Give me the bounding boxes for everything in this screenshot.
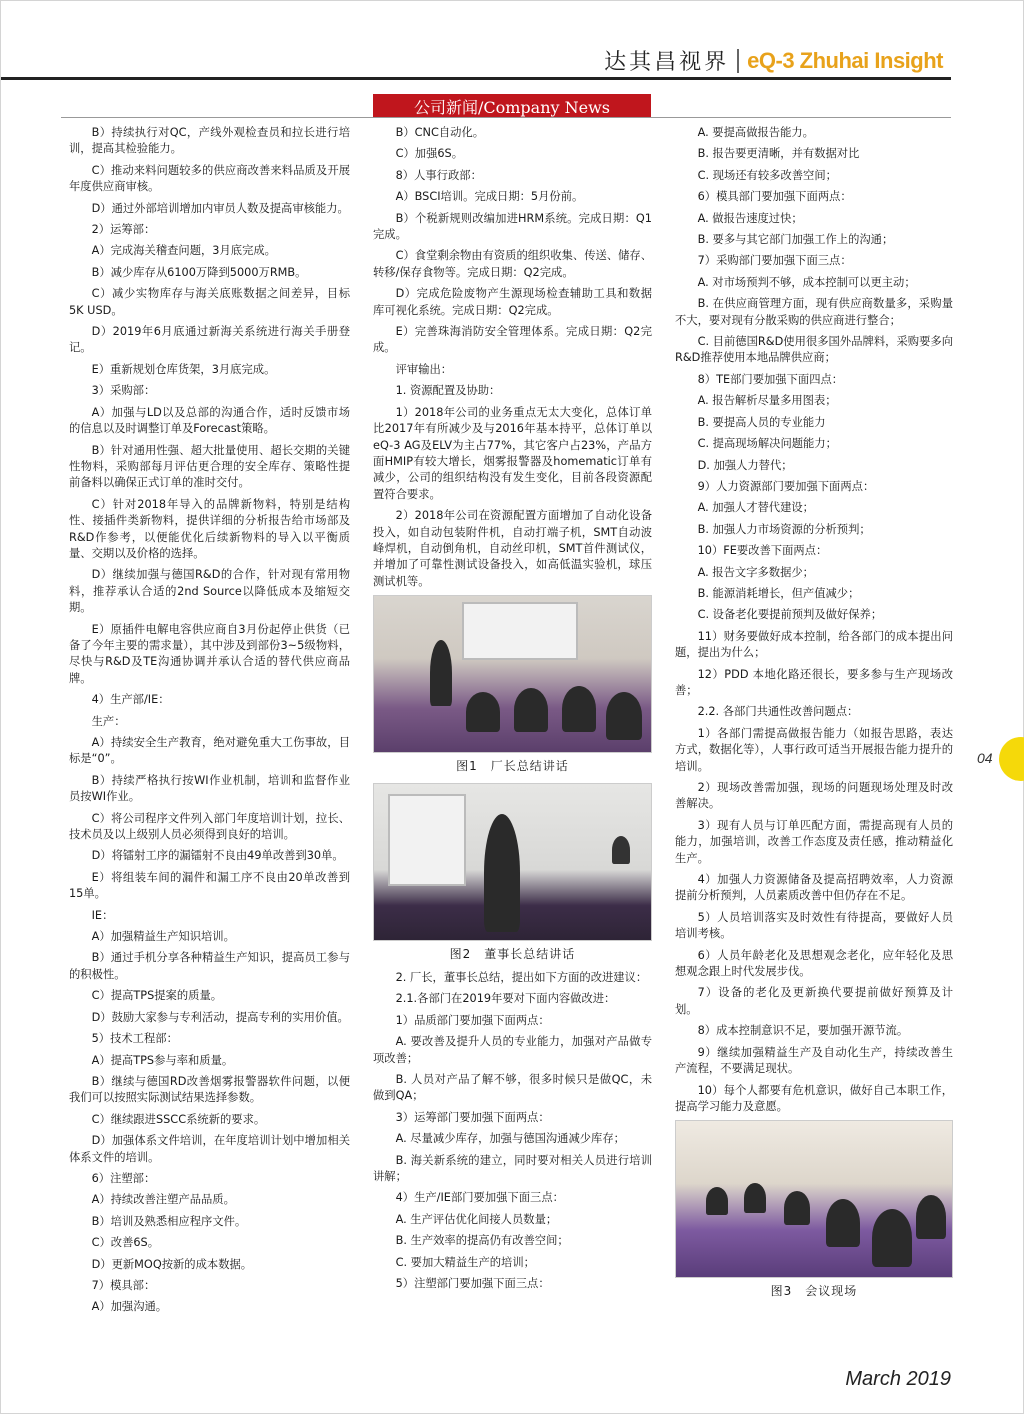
figure-2-caption: 图2 董事长总结讲话 — [449, 946, 576, 961]
audience-figure — [562, 686, 596, 732]
masthead-divider — [737, 49, 739, 73]
paragraph: C）继续跟进SSCC系统新的要求。 — [91, 1112, 266, 1126]
paragraph: 7）采购部门要加强下面三点： — [697, 254, 852, 268]
paragraph: 1）2018年公司的业务重点无太大变化，总体订单比2017年有所减少及与2016年基本持平，总体订单以eQ-3 AG及ELV为主占77%，其它客户占23%，产品方面HMIP有较大增长，烟雾报警器及homematic订单有减少，公司的组织结构没有发生变化，目前各段资源配置符合要求。 — [373, 405, 652, 501]
paragraph: A. 报告文字多数据少； — [697, 565, 814, 579]
paragraph: D）2019年6月底通过新海关系统进行海关手册登记。 — [69, 325, 350, 355]
paragraph: A. 对市场预判不够，成本控制可以更主动； — [697, 275, 916, 289]
masthead-title-en: eQ-3 Zhuhai Insight — [747, 47, 943, 73]
paragraph: B. 海关新系统的建立，同时要对相关人员进行培训讲解； — [373, 1153, 652, 1184]
paragraph: A）提高TPS参与率和质量。 — [91, 1053, 234, 1067]
paragraph: 7）设备的老化及更新换代要提前做好预算及计划。 — [675, 986, 953, 1016]
paragraph: D）更新MOQ按新的成本数据。 — [91, 1257, 253, 1271]
attendee-figure — [784, 1191, 810, 1225]
page-tab-marker — [999, 737, 1024, 781]
attendee-figure — [744, 1183, 766, 1213]
banner-stand — [388, 794, 466, 886]
paragraph: E）完善珠海消防安全管理体系。完成日期：Q2完成。 — [373, 325, 652, 355]
paragraph: 评审输出： — [395, 362, 453, 376]
column-1-text — [69, 125, 350, 1316]
paragraph: C）食堂剩余物由有资质的组织收集、传送、储存、转移/保存食物等。完成日期：Q2完成。 — [373, 249, 653, 279]
photo-factory-director-speech — [373, 595, 652, 753]
paragraph: 4）生产部/IE： — [91, 693, 170, 707]
paragraph: A. 做报告速度过快； — [697, 211, 803, 225]
paragraph: A. 要提高做报告能力。 — [697, 126, 814, 139]
paragraph: 4）加强人力资源储备及提高招聘效率，人力资源提前分析预判，人员素质改善中但仍存在不足。 — [675, 873, 953, 903]
paragraph: 12）PDD 本地化路还很长，要多参与生产现场改善； — [675, 667, 953, 697]
paragraph: B. 要多与其它部门加强工作上的沟通； — [697, 233, 894, 247]
paragraph: C）改善6S。 — [91, 1236, 160, 1250]
photo-meeting-venue — [675, 1120, 953, 1278]
paragraph: A. 要改善及提升人员的专业能力，加强对产品做专项改善； — [373, 1035, 652, 1065]
paragraph: C）提高TPS提案的质量。 — [91, 989, 223, 1003]
speaker-figure — [430, 640, 452, 706]
column-1 — [69, 125, 350, 1321]
column-2-text-bottom — [373, 970, 652, 1293]
paragraph: B. 生产效率的提高仍有改善空间； — [395, 1234, 569, 1248]
paragraph: 生产： — [91, 714, 126, 728]
paragraph: 2.2. 各部门共通性改善问题点： — [697, 705, 859, 719]
paragraph: 3）现有人员与订单匹配方面，需提高现有人员的能力，加强培训，改善工作态度及责任感，推动精益化生产。 — [675, 818, 953, 865]
paragraph: 9）人力资源部门要加强下面两点： — [697, 479, 875, 493]
paragraph: B）通过手机分享各种精益生产知识，提高员工参与的积极性。 — [69, 951, 350, 981]
attendee-figure — [826, 1199, 860, 1247]
paragraph: D）继续加强与德国R&D的合作，针对现有常用物料，推荐承认合适的2nd Source以降低成本及缩短交期。 — [69, 568, 350, 615]
paragraph: C）针对2018年导入的品牌新物料，特别是结构性、接插件类新物料，提供详细的分析报告给市场部及R&D作参考，以便能优化后续新物料的导入以平衡质量、交期以及价格的选择。 — [69, 497, 350, 560]
paragraph: 9）继续加强精益生产及自动化生产，持续改善生产流程，不要满足现状。 — [675, 1045, 953, 1076]
section-label: 公司新闻/Company News — [413, 97, 611, 117]
paragraph: A. 加强人才替代建设； — [697, 501, 814, 515]
paragraph: C）加强6S。 — [395, 147, 464, 161]
masthead — [604, 45, 943, 76]
paragraph: B）继续与德国RD改善烟雾报警器软件问题，以便我们可以按照实际测试结果选择参数。 — [69, 1074, 350, 1105]
paragraph: 2）运筹部： — [91, 223, 156, 237]
photo-chairman-speech — [373, 783, 652, 941]
paragraph: D）加强体系文件培训，在年度培训计划中增加相关体系文件的培训。 — [69, 1134, 350, 1164]
paragraph: A. 尽量减少库存，加强与德国沟通减少库存； — [395, 1132, 625, 1146]
paragraph: B. 要提高人员的专业能力 — [697, 415, 826, 429]
paragraph: D）完成危险废物产生源现场检查辅助工具和数据库可视化系统。完成日期：Q2完成。 — [373, 287, 652, 317]
paragraph: 8）成本控制意识不足，要加强开源节流。 — [697, 1024, 909, 1038]
paragraph: 10）每个人都要有危机意识，做好自己本职工作，提高学习能力及意愿。 — [675, 1083, 953, 1113]
paragraph: B）减少库存从6100万降到5000万RMB。 — [91, 265, 307, 279]
paragraph: A）持续安全生产教育，绝对避免重大工伤事故，目标是“0”。 — [69, 736, 350, 766]
paragraph: 6）模具部门要加强下面两点： — [697, 190, 852, 204]
paragraph: 2.1.各部门在2019年要对下面内容做改进： — [395, 992, 616, 1006]
paragraph: 7）模具部： — [91, 1278, 156, 1292]
paragraph: A）持续改善注塑产品品质。 — [91, 1193, 235, 1207]
speaker-figure — [484, 814, 520, 932]
paragraph: 6）人员年龄老化及思想观念老化，应年轻化及思想观念跟上时代发展步伐。 — [675, 948, 953, 979]
paragraph: A）BSCI培训。完成日期：5月份前。 — [395, 190, 584, 204]
attendee-figure — [916, 1195, 946, 1239]
paragraph: 5）人员培训落实及时效性有待提高，要做好人员培训考核。 — [675, 910, 953, 941]
paragraph: B. 报告要更清晰，并有数据对比 — [697, 147, 860, 161]
paragraph: 5）注塑部门要加强下面三点： — [395, 1277, 550, 1291]
paragraph: 8）TE部门要加强下面四点： — [697, 372, 844, 386]
paragraph: 10）FE要改善下面两点： — [697, 544, 828, 558]
paragraph: C. 要加大精益生产的培训； — [395, 1255, 535, 1269]
paragraph: B）持续执行对QC，产线外观检查员和拉长进行培训，提高其检验能力。 — [69, 126, 350, 156]
paragraph: A）完成海关稽查问题，3月底完成。 — [91, 244, 276, 258]
paragraph: B. 人员对产品了解不够，很多时候只是做QC，未做到QA； — [373, 1073, 652, 1103]
paragraph: 3）采购部： — [91, 384, 156, 398]
paragraph: A）加强精益生产知识培训。 — [91, 930, 235, 944]
projection-screen — [462, 602, 578, 660]
paragraph: A）加强与LD以及总部的沟通合作，适时反馈市场的信息以及时调整订单及Forecast策略。 — [69, 405, 350, 436]
figure-1-caption: 图1 厂长总结讲话 — [456, 759, 569, 774]
section-rule — [61, 117, 951, 118]
attendee-figure — [872, 1209, 912, 1267]
paragraph: B）个税新规则改编加进HRM系统。完成日期：Q1完成。 — [373, 211, 652, 242]
paragraph: IE： — [91, 908, 114, 922]
paragraph: A. 生产评估优化间接人员数量； — [395, 1212, 558, 1226]
paragraph: 5）技术工程部： — [91, 1032, 178, 1046]
paragraph: 1）品质部门要加强下面两点： — [395, 1013, 550, 1027]
paragraph: C. 提高现场解决问题能力； — [697, 437, 837, 451]
paragraph: B）培训及熟悉相应程序文件。 — [91, 1214, 247, 1228]
paragraph: D. 加强人力替代； — [697, 458, 793, 472]
paragraph: E）原插件电解电容供应商自3月份起停止供货（已备了今年主要的需求量），其中涉及到部份3~5级物料，尽快与R&D及TE沟通协调并承认合适的替代供应商品牌。 — [69, 622, 350, 685]
paragraph: 3）运筹部门要加强下面两点： — [395, 1110, 550, 1124]
column-3-text — [675, 125, 953, 1115]
paragraph: B）持续严格执行按WI作业机制，培训和监督作业员按WI作业。 — [69, 773, 350, 804]
paragraph: A. 报告解析尽量多用图表； — [697, 394, 837, 408]
speaker-box — [612, 836, 630, 864]
paragraph: C. 现场还有较多改善空间； — [697, 168, 837, 182]
column-2 — [373, 125, 652, 1297]
paragraph: 2）2018年公司在资源配置方面增加了自动化设备投入，如自动包装附件机，自动打端子机，SMT自动波峰焊机，自动倒角机，自动丝印机，SMT首件测试仪，并增加了可靠性测试设备投入，如高低温实验机，球压测试机等。 — [373, 509, 652, 588]
paragraph: B）针对通用性强、超大批量使用、超长交期的关键性物料，采购部每月评估更合理的安全库存、策略性提前备料以确保正式订单的准时交付。 — [69, 443, 350, 490]
paragraph: 6）注塑部： — [91, 1171, 156, 1185]
header-rule — [1, 77, 951, 80]
paragraph: C）推动来料问题较多的供应商改善来料品质及开展年度供应商审核。 — [69, 163, 350, 194]
figure-3-caption: 图3 会议现场 — [770, 1284, 858, 1299]
column-3 — [675, 125, 953, 1308]
paragraph: 11）财务要做好成本控制，给各部门的成本提出问题，提出为什么； — [675, 629, 953, 660]
paragraph: 2）现场改善需加强，现场的问题现场处理及时改善解决。 — [675, 781, 953, 811]
paragraph: C. 设备老化要提前预判及做好保养； — [697, 608, 883, 622]
paragraph: D）鼓励大家参与专利活动，提高专利的实用价值。 — [91, 1010, 349, 1024]
issue-date: March 2019 — [845, 1368, 951, 1390]
paragraph: E）重新规划仓库货架，3月底完成。 — [91, 362, 276, 376]
paragraph: 4）生产/IE部门要加强下面三点： — [395, 1191, 564, 1205]
paragraph: B. 能源消耗增长，但产值减少； — [697, 586, 860, 600]
masthead-title-cn: 达其昌视界 — [604, 50, 730, 75]
audience-figure — [606, 692, 642, 740]
paragraph: 1. 资源配置及协助： — [395, 384, 501, 398]
column-2-text-top — [373, 125, 652, 590]
section-tab — [373, 94, 651, 118]
paragraph: 1）各部门需提高做报告能力（如报告思路，表达方式，数据化等），人事行政可适当开展报告能力提升的培训。 — [675, 726, 953, 773]
paragraph: A）加强沟通。 — [91, 1300, 168, 1314]
attendee-figure — [706, 1187, 728, 1215]
paragraph: D）通过外部培训增加内审员人数及提高审核能力。 — [91, 201, 349, 215]
paragraph: D）将镭射工序的漏镭射不良由49单改善到30单。 — [91, 849, 344, 863]
audience-figure — [514, 688, 548, 732]
paragraph: 8）人事行政部： — [395, 168, 482, 182]
paragraph: 2. 厂长，董事长总结，提出如下方面的改进建议： — [395, 970, 648, 984]
paragraph: B）CNC自动化。 — [395, 126, 485, 139]
paragraph: C）将公司程序文件列入部门年度培训计划，拉长、技术员及以上级别人员必须得到良好的培训。 — [69, 811, 350, 842]
paragraph: C. 目前德国R&D使用很多国外品牌料，采购要多向R&D推荐使用本地品牌供应商； — [675, 335, 953, 365]
paragraph: B. 在供应商管理方面，现有供应商数量多，采购量不大，要对现有分散采购的供应商进行整合； — [675, 297, 953, 327]
page-number: 04 — [977, 750, 993, 766]
audience-figure — [466, 692, 500, 732]
paragraph: E）将组装车间的漏件和漏工序不良由20单改善到15单。 — [69, 870, 350, 901]
paragraph: C）减少实物库存与海关底账数据之间差异，目标5K USD。 — [69, 287, 350, 317]
paragraph: B. 加强人力市场资源的分析预判； — [697, 522, 871, 536]
